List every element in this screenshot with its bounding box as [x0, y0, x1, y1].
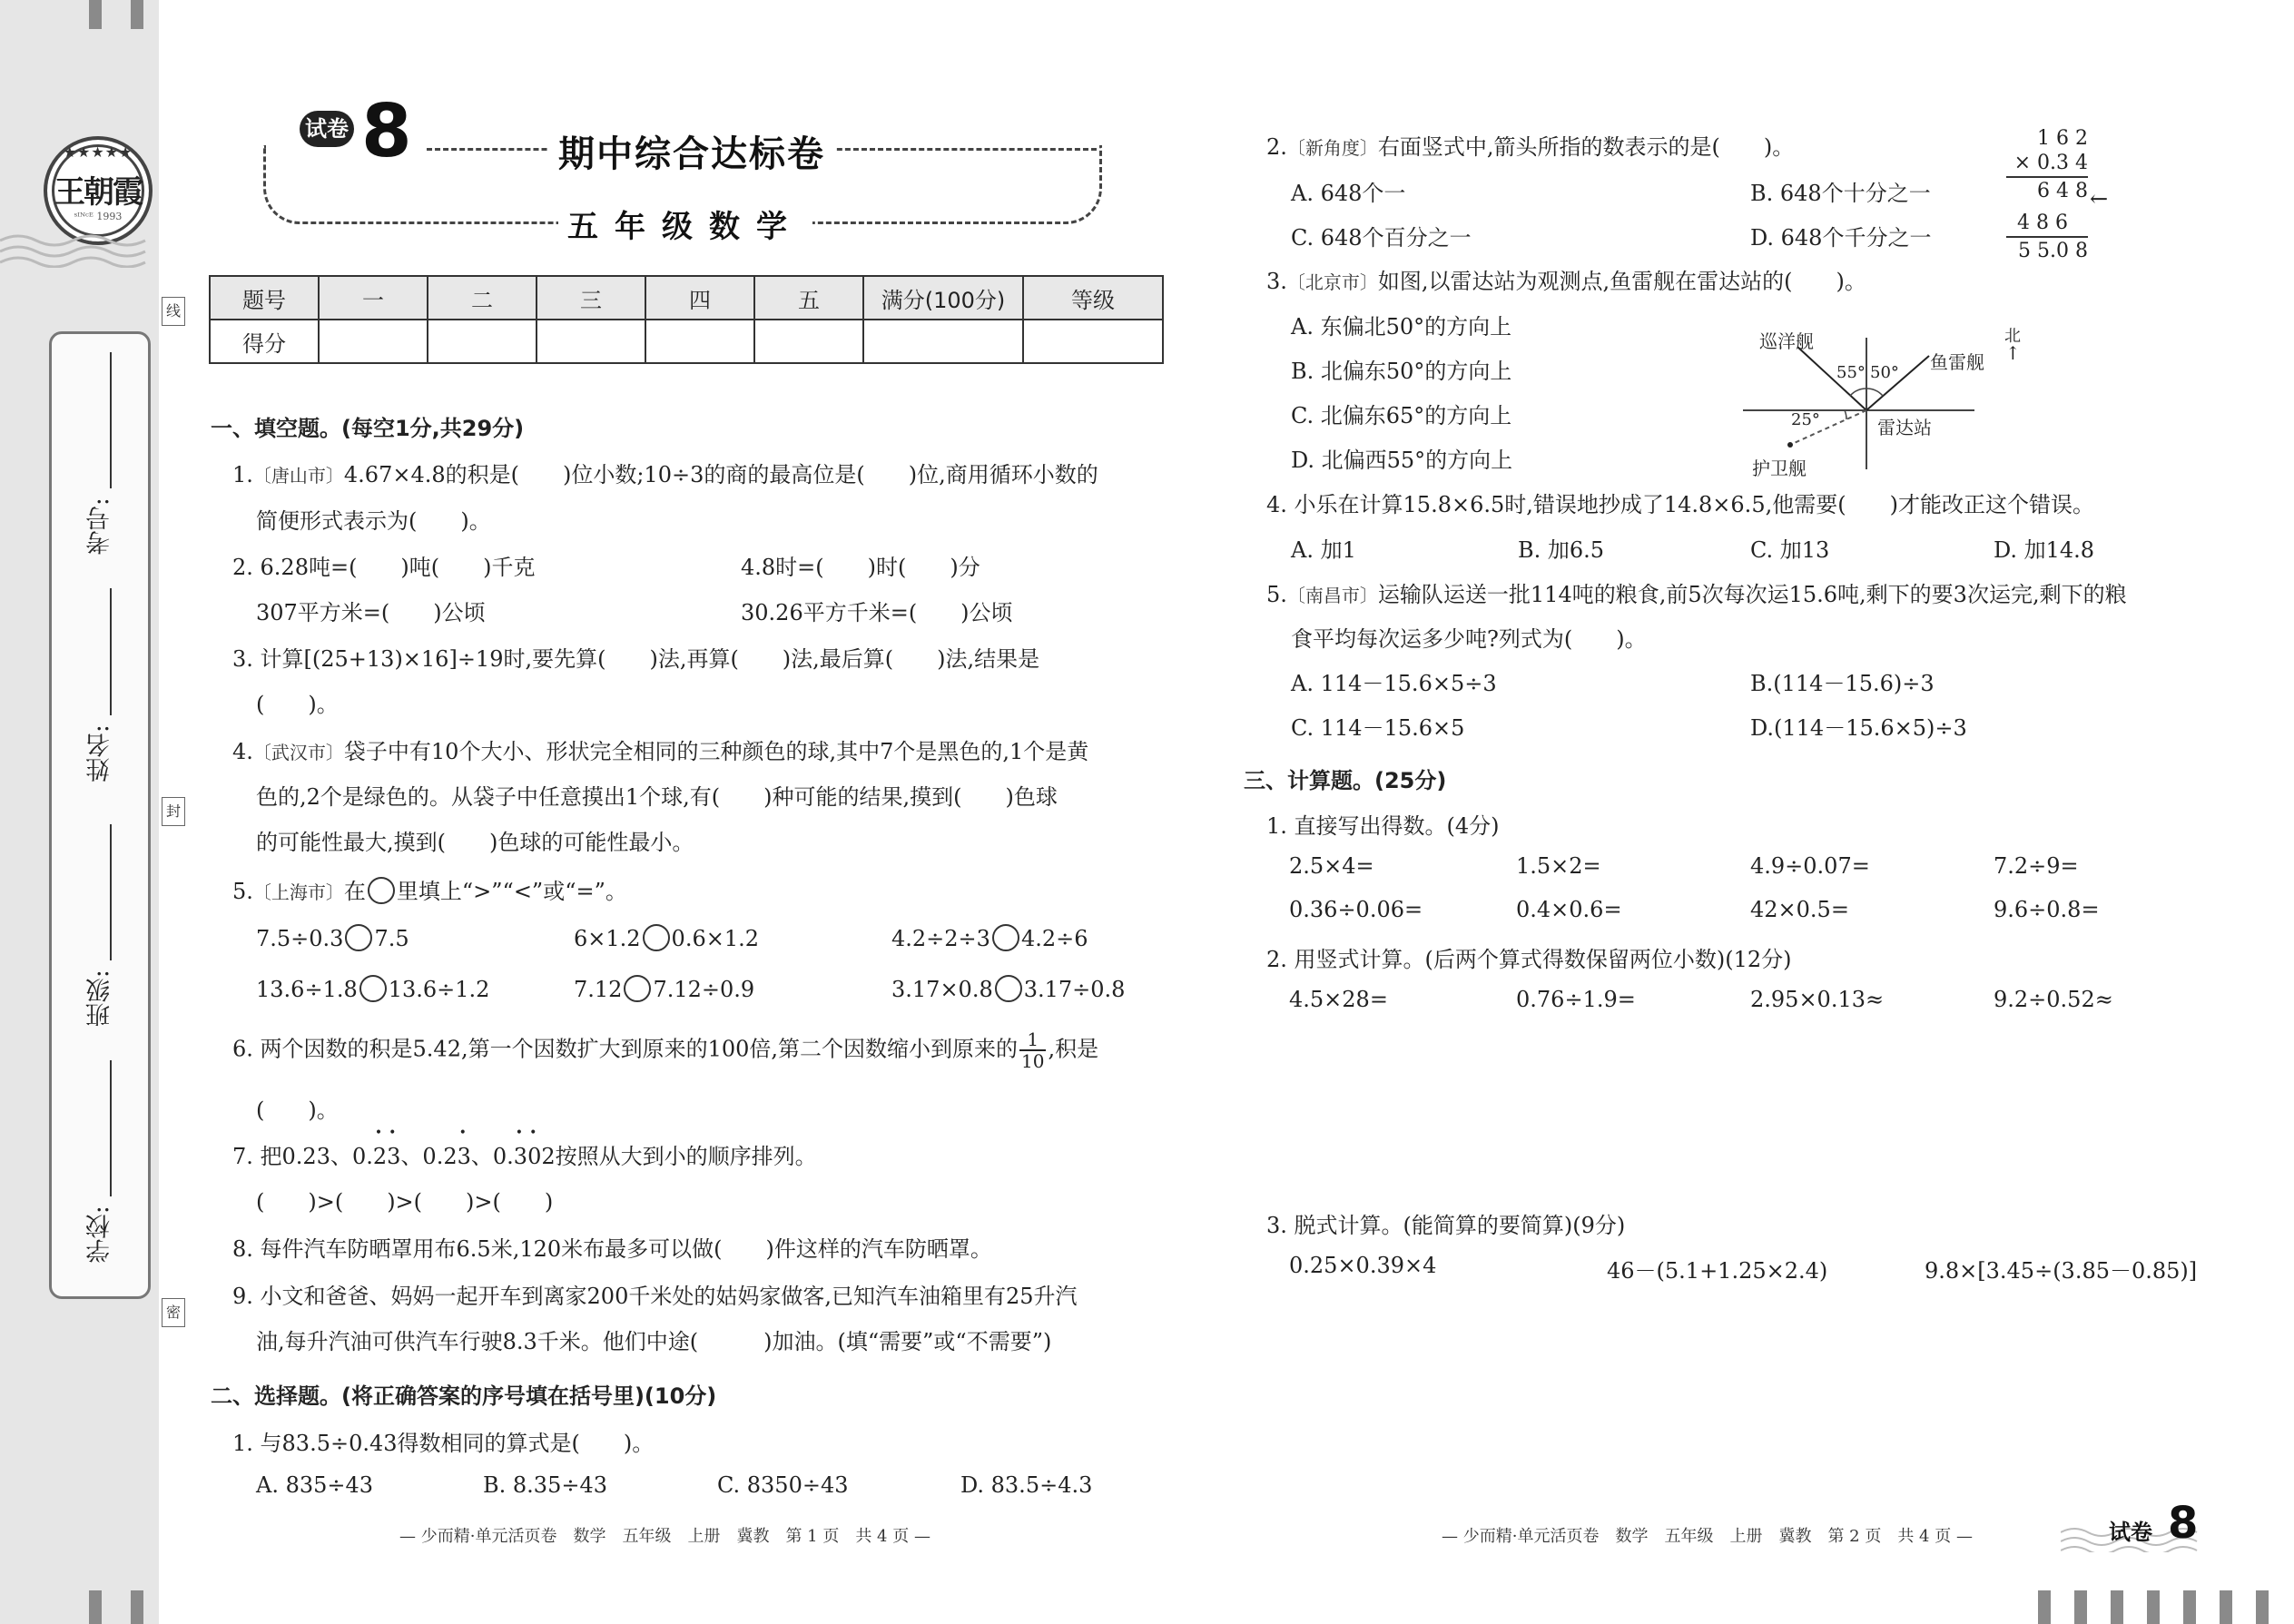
score-head-cell: 二	[428, 276, 537, 320]
choice-option: D. 648个千分之一	[1750, 225, 1932, 251]
compare-item	[891, 924, 1088, 951]
question-1-8: 8. 每件汽车防晒罩用布6.5米,120米布最多可以做( )件这样的汽车防晒罩。	[232, 1236, 992, 1262]
score-head-cell: 三	[537, 276, 645, 320]
vm-row: 4 8 6	[2017, 212, 2068, 234]
logo-text: 王朝霞	[54, 174, 142, 211]
edge-tick	[2074, 1590, 2087, 1624]
exam-title: 期中综合达标卷	[549, 125, 834, 177]
edge-tick	[2038, 1590, 2051, 1624]
question-text: 、0.	[470, 1144, 514, 1169]
repeat-digit: • 2	[373, 1144, 387, 1169]
choice-option: A. 东偏北50°的方向上	[1291, 314, 1512, 340]
calc-item[interactable]: 4.5×28=	[1289, 987, 1388, 1012]
vm-row: × 0.3 4	[2013, 152, 2088, 174]
edge-tick	[89, 0, 102, 29]
exam-badge-number: 8	[361, 89, 412, 173]
question-1-6	[232, 1029, 1098, 1071]
compare-left: 7.5÷0.3	[256, 926, 344, 951]
score-cell[interactable]	[319, 320, 428, 363]
school-field	[52, 1206, 148, 1263]
calc-3: 3. 脱式计算。(能简算的要简算)(9分)	[1266, 1213, 1626, 1238]
publisher-logo	[44, 136, 153, 245]
question-1-7	[232, 1138, 817, 1170]
angle-50: 50°	[1870, 363, 1899, 382]
compare-item	[256, 924, 409, 951]
label-torpedo-boat: 鱼雷舰	[1930, 351, 1984, 373]
calc-item[interactable]: 1.5×2=	[1516, 853, 1601, 879]
question-1-6-cont: ( )。	[256, 1097, 339, 1123]
compare-item	[891, 975, 1125, 1002]
label-north: 北	[2004, 327, 2021, 346]
compare-circle-icon[interactable]	[995, 975, 1022, 1002]
choice-option: D. 加14.8	[1994, 537, 2095, 563]
question-1-4: 4.〔武汉市〕袋子中有10个大小、形状完全相同的三种颜色的球,其中7个是黑色的,1个是黄	[232, 739, 1089, 764]
compare-circle-icon	[368, 877, 395, 904]
seal-mark-line: 线	[162, 297, 185, 326]
source-tag: 〔新角度〕	[1286, 137, 1378, 159]
choice-5-cont: 食平均每次运多少吨?列式为( )。	[1291, 626, 1647, 652]
bottom-badge-number: 8	[2168, 1498, 2199, 1549]
question-text: 4.67×4.8的积是( )位小数;10÷3的商的最高位是( )位,商用循环小数的	[343, 462, 1098, 487]
name-label: 姓名:	[85, 724, 114, 782]
seal-mark-secret: 密	[162, 1298, 185, 1327]
vertical-multiplication	[2006, 127, 2088, 262]
score-table	[209, 275, 1164, 364]
question-text: 2按照从大到小的顺序排列。	[541, 1144, 817, 1169]
choice-option: B. 北偏东50°的方向上	[1291, 359, 1512, 384]
question-1-3-cont: ( )。	[256, 692, 339, 717]
source-tag: 〔南昌市〕	[1286, 585, 1378, 606]
source-tag: 〔北京市〕	[1286, 271, 1378, 293]
score-head-cell: 题号	[210, 276, 319, 320]
fraction-numerator: 1	[1019, 1029, 1046, 1051]
choice-option: C. 114－15.6×5	[1291, 715, 1465, 741]
calc-item[interactable]: 0.76÷1.9=	[1516, 987, 1636, 1012]
score-row-label: 得分	[210, 320, 319, 363]
calc-item[interactable]: 0.36÷0.06=	[1289, 897, 1423, 922]
question-1-4-cont2: 的可能性最大,摸到( )色球的可能性最小。	[256, 830, 694, 855]
choice-option: A. 835÷43	[256, 1472, 374, 1498]
compare-item	[256, 975, 489, 1002]
choice-2: 2.〔新角度〕右面竖式中,箭头所指的数表示的是( )。	[1266, 134, 1795, 160]
calc-item[interactable]: 0.4×0.6=	[1516, 897, 1622, 922]
question-1-2c: 307平方米=( )公顷	[256, 600, 486, 625]
score-head-cell: 一	[319, 276, 428, 320]
calc-item[interactable]: 42×0.5=	[1750, 897, 1849, 922]
angle-55: 55°	[1836, 363, 1866, 382]
calc-item[interactable]: 9.8×[3.45÷(3.85－0.85)]	[1925, 1258, 2198, 1284]
question-1-2a: 2. 6.28吨=( )吨( )千克	[232, 555, 536, 580]
exam-no-line[interactable]	[110, 352, 112, 488]
choice-option: B. 8.35÷43	[483, 1472, 607, 1498]
choice-option: D. 83.5÷4.3	[960, 1472, 1093, 1498]
label-escort-ship: 护卫舰	[1752, 458, 1807, 479]
label-cruiser: 巡洋舰	[1759, 330, 1814, 352]
class-label: 班级:	[85, 969, 114, 1028]
calc-item[interactable]: 2.5×4=	[1289, 853, 1374, 879]
edge-tick	[2183, 1590, 2196, 1624]
compare-circle-icon[interactable]	[992, 924, 1019, 951]
choice-option: A. 648个一	[1291, 181, 1406, 206]
choice-option: A. 加1	[1291, 537, 1356, 563]
compare-right: 13.6÷1.2	[388, 977, 490, 1002]
question-text: ,积是	[1048, 1036, 1099, 1062]
north-arrow-icon: ↑	[2005, 342, 2021, 364]
choice-option: D.(114－15.6×5)÷3	[1750, 715, 1967, 741]
section-1-title: 一、填空题。(每空1分,共29分)	[211, 416, 525, 441]
choice-option: D. 北偏西55°的方向上	[1291, 448, 1513, 473]
compare-right: 3.17÷0.8	[1023, 977, 1126, 1002]
vm-arrow-icon: ←	[2090, 186, 2109, 212]
score-head-cell: 五	[754, 276, 863, 320]
question-1-2b: 4.8时=( )时( )分	[741, 555, 980, 580]
question-text: 7. 把0.23、0.	[232, 1144, 373, 1169]
calc-2: 2. 用竖式计算。(后两个算式得数保留两位小数)(12分)	[1266, 947, 1792, 972]
section-2-title: 二、选择题。(将正确答案的序号填在括号里)(10分)	[211, 1383, 717, 1409]
vm-row: 5 5.0 8	[2018, 240, 2088, 262]
calc-item[interactable]: 2.95×0.13≈	[1750, 987, 1885, 1012]
score-cell[interactable]	[754, 320, 863, 363]
compare-circle-icon[interactable]	[345, 924, 372, 951]
name-field	[52, 724, 148, 782]
exam-subtitle: 五年级数学	[558, 202, 812, 246]
vm-line	[2006, 176, 2088, 178]
vm-line	[2006, 236, 2088, 238]
question-1-1-cont: 简便形式表示为( )。	[256, 508, 491, 534]
calc-item[interactable]: 46－(5.1+1.25×2.4)	[1607, 1258, 1828, 1284]
page-footer-right: — 少而精·单元活页卷 数学 五年级 上册 冀教 第 2 页 共 4 页 —	[1442, 1527, 1973, 1546]
edge-tick	[131, 0, 143, 29]
question-1-9-cont: 油,每升汽油可供汽车行驶8.3千米。他们中途( )加油。(填“需要”或“不需要”)	[256, 1329, 1052, 1354]
calc-1: 1. 直接写出得数。(4分)	[1266, 813, 1500, 839]
compare-circle-icon[interactable]	[643, 924, 670, 951]
bottom-badge-label: 试卷	[2109, 1520, 2152, 1545]
question-text: 在	[343, 879, 366, 904]
question-text: 如图,以雷达站为观测点,鱼雷舰在雷达站的( )。	[1377, 269, 1866, 294]
section-3-title: 三、计算题。(25分)	[1244, 768, 1447, 793]
compare-item	[574, 924, 759, 951]
student-info-box	[49, 331, 151, 1299]
question-text: 袋子中有10个大小、形状完全相同的三种颜色的球,其中7个是黑色的,1个是黄	[343, 739, 1089, 764]
edge-tick	[2256, 1590, 2269, 1624]
question-text: 运输队运送一批114吨的粮食,前5次每次运15.6吨,剩下的要3次运完,剩下的粮	[1377, 582, 2127, 607]
class-field	[52, 969, 148, 1027]
edge-tick	[89, 1590, 102, 1624]
question-1-3: 3. 计算[(25+13)×16]÷19时,要先算( )法,再算( )法,最后算( )法,结果是	[232, 646, 1040, 672]
compare-circle-icon[interactable]	[359, 975, 387, 1002]
exam-badge-label: 试卷	[300, 111, 354, 147]
compare-circle-icon[interactable]	[624, 975, 651, 1002]
compare-left: 3.17×0.8	[891, 977, 993, 1002]
wave-decoration	[0, 231, 159, 268]
compare-right: 4.2÷6	[1020, 926, 1088, 951]
repeat-digit: • 0	[527, 1144, 541, 1169]
question-text: 里填上“>”“<”或“=”。	[396, 879, 627, 904]
compare-left: 13.6÷1.8	[256, 977, 358, 1002]
compare-right: 0.6×1.2	[671, 926, 759, 951]
question-1-1: 1.〔唐山市〕4.67×4.8的积是( )位小数;10÷3的商的最高位是( )位,商用循环小数的	[232, 462, 1098, 487]
repeat-digit: • 3	[458, 1144, 471, 1169]
score-cell[interactable]	[1023, 320, 1163, 363]
exam-no-label: 考号:	[85, 497, 114, 556]
compare-right: 7.5	[374, 926, 409, 951]
school-line[interactable]	[110, 1060, 112, 1196]
compare-right: 7.12÷0.9	[653, 977, 755, 1002]
logo-stars: ★★★★★	[63, 143, 133, 161]
angle-25: 25°	[1791, 410, 1820, 429]
question-1-2d: 30.26平方千米=( )公顷	[741, 600, 1013, 625]
choice-option: C. 北偏东65°的方向上	[1291, 403, 1512, 428]
choice-3: 3.〔北京市〕如图,以雷达站为观测点,鱼雷舰在雷达站的( )。	[1266, 269, 1866, 294]
question-text: 6. 两个因数的积是5.42,第一个因数扩大到原来的100倍,第二个因数缩小到原来的	[232, 1036, 1019, 1062]
choice-option: C. 648个百分之一	[1291, 225, 1472, 251]
calc-item[interactable]: 9.2÷0.52≈	[1994, 987, 2113, 1012]
question-1-4-cont: 色的,2个是绿色的。从袋子中任意摸出1个球,有( )种可能的结果,摸到( )色球	[256, 784, 1058, 810]
calc-item[interactable]: 0.25×0.39×4	[1289, 1253, 1437, 1278]
choice-option: B.(114－15.6)÷3	[1750, 671, 1935, 696]
compare-left: 4.2÷2÷3	[891, 926, 990, 951]
score-cell[interactable]	[645, 320, 754, 363]
score-head-cell: 满分(100分)	[863, 276, 1023, 320]
page-footer-left: — 少而精·单元活页卷 数学 五年级 上册 冀教 第 1 页 共 4 页 —	[399, 1527, 930, 1546]
score-cell[interactable]	[863, 320, 1023, 363]
score-head-cell: 等级	[1023, 276, 1163, 320]
repeat-digit: • 3	[514, 1144, 527, 1169]
source-tag: 〔唐山市〕	[252, 465, 344, 487]
choice-option: B. 648个十分之一	[1750, 181, 1931, 206]
edge-tick	[131, 1590, 143, 1624]
fraction-denominator: 10	[1021, 1050, 1045, 1072]
name-line[interactable]	[110, 588, 112, 715]
repeat-digit: • 3	[387, 1144, 400, 1169]
question-1-5: 5.〔上海市〕在 里填上“>”“<”或“=”。	[232, 879, 627, 904]
class-line[interactable]	[110, 824, 112, 960]
question-text: 右面竖式中,箭头所指的数表示的是( )。	[1377, 134, 1795, 160]
choice-option: C. 加13	[1750, 537, 1830, 563]
question-1-9: 9. 小文和爸爸、妈妈一起开车到离家200千米处的姑妈家做客,已知汽车油箱里有25升汽	[232, 1284, 1078, 1309]
edge-tick	[2147, 1590, 2160, 1624]
edge-tick	[2220, 1590, 2232, 1624]
fraction	[1019, 1029, 1046, 1071]
exam-no-field	[52, 497, 148, 555]
choice-option: B. 加6.5	[1518, 537, 1605, 563]
choice-5: 5.〔南昌市〕运输队运送一批114吨的粮食,前5次每次运15.6吨,剩下的要3次运完,剩下的粮	[1266, 582, 2127, 607]
compare-item	[574, 975, 754, 1002]
compare-left: 7.12	[574, 977, 623, 1002]
edge-tick	[2111, 1590, 2123, 1624]
school-label: 学校:	[85, 1206, 114, 1264]
seal-mark-seal: 封	[162, 797, 185, 826]
score-head-cell: 四	[645, 276, 754, 320]
calc-item[interactable]: 9.6÷0.8=	[1994, 897, 2100, 922]
vm-row: 6 4 8	[2037, 180, 2088, 202]
vm-row: 1 6 2	[2037, 127, 2088, 150]
choice-option: C. 8350÷43	[717, 1472, 849, 1498]
logo-sub: ˢᴵᴺᶜᴱ 1993	[74, 211, 123, 222]
label-radar-station: 雷达站	[1877, 417, 1932, 438]
question-1-7-answer: ( )>( )>( )>( )	[256, 1189, 554, 1215]
source-tag: 〔上海市〕	[252, 881, 344, 903]
question-text: 、0.2	[400, 1144, 458, 1169]
score-cell[interactable]	[428, 320, 537, 363]
choice-option: A. 114－15.6×5÷3	[1291, 671, 1497, 696]
choice-4: 4. 小乐在计算15.8×6.5时,错误地抄成了14.8×6.5,他需要( )才能改正这个错误。	[1266, 492, 2094, 517]
calc-item[interactable]: 4.9÷0.07=	[1750, 853, 1870, 879]
score-cell[interactable]	[537, 320, 645, 363]
choice-1: 1. 与83.5÷0.43得数相同的算式是( )。	[232, 1431, 655, 1456]
calc-item[interactable]: 7.2÷9=	[1994, 853, 2079, 879]
source-tag: 〔武汉市〕	[252, 742, 344, 763]
compare-left: 6×1.2	[574, 926, 641, 951]
